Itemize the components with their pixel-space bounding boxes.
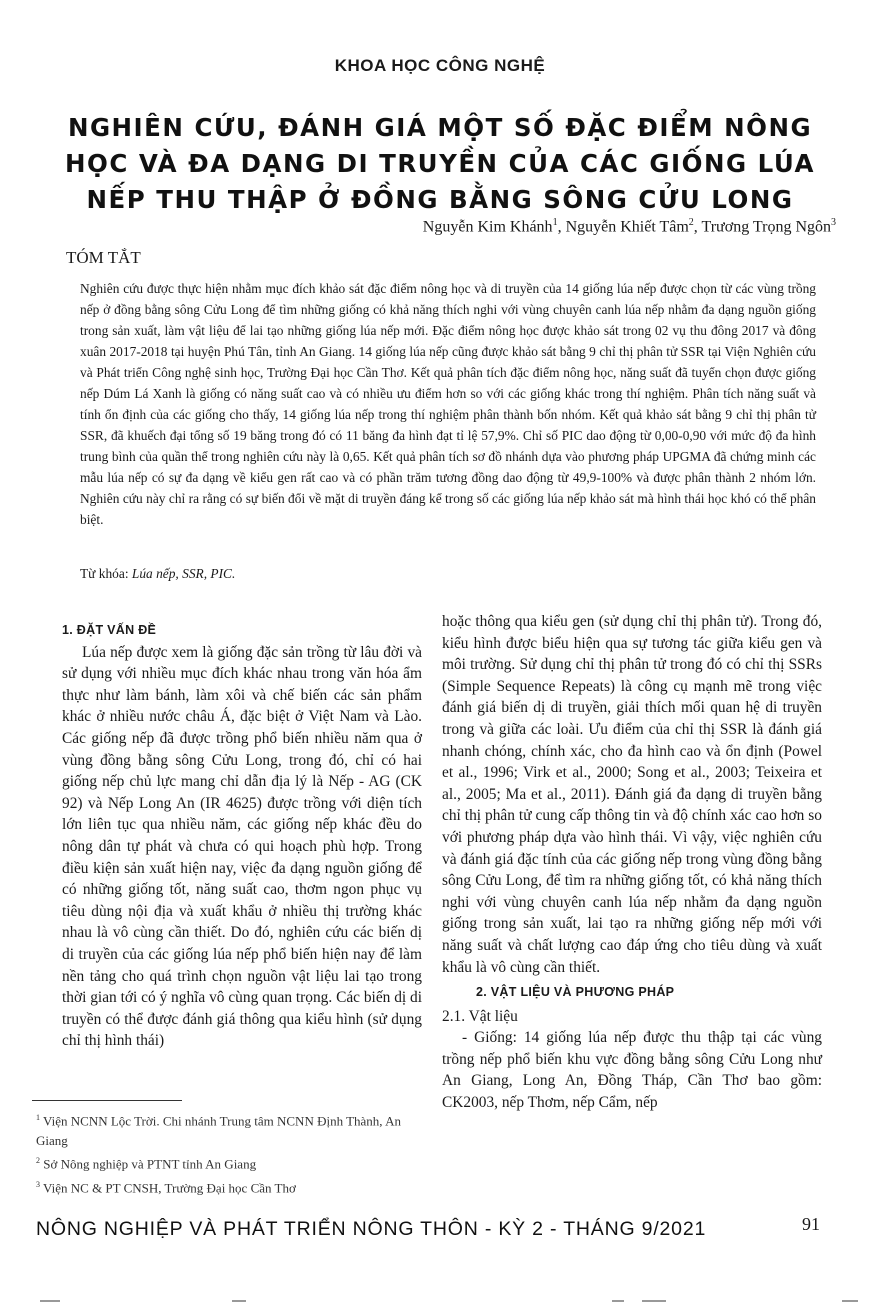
page-number: 91 xyxy=(802,1214,820,1234)
footnote-mark: 3 xyxy=(36,1179,40,1189)
subsection-heading: 2.1. Vật liệu xyxy=(442,1007,518,1025)
author-separator: , xyxy=(693,218,702,236)
footnote-text: Viện NCNN Lộc Trời. Chi nhánh Trung tâm NCNN Định Thành, An Giang xyxy=(36,1113,401,1149)
author-affiliation-mark: 2 xyxy=(688,217,694,228)
right-column xyxy=(442,611,822,1114)
journal-footer: NÔNG NGHIỆP VÀ PHÁT TRIỂN NÔNG THÔN - KỲ 2 - THÁNG 9/2021 xyxy=(36,1218,707,1240)
left-column xyxy=(62,620,422,1052)
section-1-heading: 1. ĐẶT VẤN ĐỀ xyxy=(62,623,157,637)
author-name: Nguyễn Khiết Tâm xyxy=(565,218,689,236)
section-2-heading: 2. VẬT LIỆU VÀ PHƯƠNG PHÁP xyxy=(476,985,675,1000)
footnotes xyxy=(36,1108,416,1198)
author-affiliation-mark: 1 xyxy=(552,217,558,228)
footnote xyxy=(36,1108,416,1151)
keywords-line xyxy=(80,566,235,582)
abstract-heading: TÓM TẮT xyxy=(66,248,141,267)
footnote-mark: 1 xyxy=(36,1113,40,1122)
body-paragraph: - Giống: 14 giống lúa nếp được thu thập tại các vùng trồng nếp phổ biến khu vực đồng bằng sông Cửu Long như An Giang, Long An, Đồng Tháp, Cần Thơ bao gồm: CK2003, nếp Thơm, nếp Cẩm, nếp xyxy=(442,1029,822,1112)
body-paragraph: hoặc thông qua kiểu gen (sử dụng chỉ thị phân tử). Trong đó, kiểu hình được biểu hiện qua sự tương tác giữa kiểu gen và môi trường. Sử dụng chỉ thị phân tử trong đó có chỉ thị SSRs (Simple Sequence Repeats) là công cụ mạnh mẽ trong việc đánh giá biến dị di truyền, giải thích mối quan hệ di truyền trong và giữa các loài. Ưu điểm của chỉ thị SSR là đánh giá nhanh chóng, chính xác, cho đa hình cao và ổn định (Powel et al., 1996; Virk et al., 2000; Song et al., 2003; Teixeira et al., 2005; Ma et al., 2011). Đánh giá đa dạng di truyền bằng chỉ thị phân tử cung cấp thông tin và độ chính xác cao hơn so với phương pháp dựa vào hình thái. Vì vậy, việc nghiên cứu và đánh giá đặc tính của các giống nếp trong vùng đồng bằng sông Cửu Long, để tìm ra những giống tốt, có khả năng thích nghi với vùng chuyên canh lúa nếp nhằm đa dạng nguồn giống trong sản xuất, lai tạo ra những giống nếp mới với năng suất và chất lượng cao đáp ứng cho tiêu dùng và xuất khẩu là vô cùng cần thiết. xyxy=(442,613,822,976)
author-name: Nguyễn Kim Khánh xyxy=(422,218,553,236)
body-paragraph: Lúa nếp được xem là giống đặc sản trồng từ lâu đời và sử dụng với nhiều mục đích khác nhau trong văn hóa ẩm thực như làm bánh, làm xôi và chế biến các sản phẩm khác ở nhiều nước châu Á, đặc biệt ở Việt Nam và Lào. Các giống nếp đã được trồng phổ biến nhiều năm qua ở vùng đồng bằng sông Cửu Long, trong đó, chỉ có hai giống nếp chủ lực mang chỉ dẫn địa lý là Nếp - AG (CK 92) và Nếp Long An (IR 4625) được trồng với diện tích lớn liên tục qua nhiều năm, các giống nếp khác đều do nông dân tự phát và chưa có qui hoạch phù hợp. Trong điều kiện sản xuất hiện nay, việc đa dạng nguồn giống để có những giống tốt, năng suất cao, thơm ngon phục vụ tiêu dùng nội địa và xuất khẩu ở nhiều thị trường khác nhau là vô cùng cần thiết. Do đó, nghiên cứu các biến dị di truyền của các giống lúa nếp phổ biến hiện nay để làm nền tảng cho quá trình chọn nguồn vật liệu lai tạo trong thời gian tới có ý nghĩa vô cùng quan trọng. Các biến dị di truyền có thể được đánh giá thông qua kiểu hình (sử dụng chỉ thị hình thái) xyxy=(62,643,422,1050)
author-affiliation-mark: 3 xyxy=(831,217,836,228)
footnote-text: Sở Nông nghiệp và PTNT tỉnh An Giang xyxy=(43,1156,257,1172)
author-name: Trương Trọng Ngôn xyxy=(701,218,831,236)
footnote xyxy=(36,1151,416,1174)
section-header: KHOA HỌC CÔNG NGHỆ xyxy=(334,56,546,75)
keywords-value: Lúa nếp, SSR, PIC. xyxy=(131,566,236,581)
footnote-mark: 2 xyxy=(36,1156,40,1166)
scan-edge-marks xyxy=(0,1300,880,1303)
footnote-divider xyxy=(32,1100,182,1101)
keywords-label: Từ khóa: xyxy=(80,566,129,581)
footnote-text: Viện NC & PT CNSH, Trường Đại học Cần Thơ xyxy=(43,1179,296,1195)
abstract-text: Nghiên cứu được thực hiện nhằm mục đích khảo sát đặc điểm nông học và di truyền của 14 giống lúa nếp được chọn từ các vùng trồng nếp ở đồng bằng sông Cửu Long để tìm những giống có khả năng thích nghi với vùng chuyên canh lúa nếp nhằm đa dạng nguồn giống trong sản xuất, làm vật liệu để lai tạo những giống lúa nếp mới. Đặc điểm nông học được khảo sát trong 02 vụ thu đông 2017 và đông xuân 2017-2018 tại huyện Phú Tân, tỉnh An Giang. 14 giống lúa nếp cũng được khảo sát bằng 9 chỉ thị phân tử SSR tại Viện Nghiên cứu và Phát triển Công nghệ sinh học, Trường Đại học Cần Thơ. Kết quả phân tích đặc điểm nông học, năng suất đã tuyển chọn được giống nếp Dúm Lá Xanh là giống có năng suất cao và có nhiều ưu điểm hơn so với các giống khác trong thí nghiệm. Phân tích năng suất và tính ổn định của các giống cho thấy, 14 giống lúa nếp trong thí nghiệm phân thành bốn nhóm. Kết quả khảo sát bằng 9 chỉ thị phân tử SSR, đã khuếch đại tổng số 19 băng trong đó có 11 băng đa hình đạt tỉ lệ 57,9%. Chỉ số PIC dao động từ 0,00-0,90 với mức độ đa hình trung bình của quần thể trong nghiên cứu này là 0,65. Kết quả phân tích sơ đồ nhánh dựa vào phương pháp UPGMA đã chứng minh các mẫu lúa nếp có sự đa dạng về kiểu gen rất cao và có phần trăm tương đồng dao động từ 49,9-100% và được phân thành 2 nhóm lớn. Nghiên cứu này chỉ ra rằng có sự biến đổi về mặt di truyền đáng kể trong số các giống lúa nếp khảo sát mà hình thái học khó có thể phân biệt. xyxy=(80,281,816,527)
author-list xyxy=(423,217,836,236)
author-separator: , xyxy=(557,218,566,236)
article-title: NGHIÊN CỨU, ĐÁNH GIÁ MỘT SỐ ĐẶC ĐIỂM NÔNG HỌC VÀ ĐA DẠNG DI TRUYỀN CỦA CÁC GIỐNG LÚA NẾP THU THẬP Ở ĐỒNG BẰNG SÔNG CỬU LONG xyxy=(65,113,815,214)
footnote xyxy=(36,1175,416,1198)
